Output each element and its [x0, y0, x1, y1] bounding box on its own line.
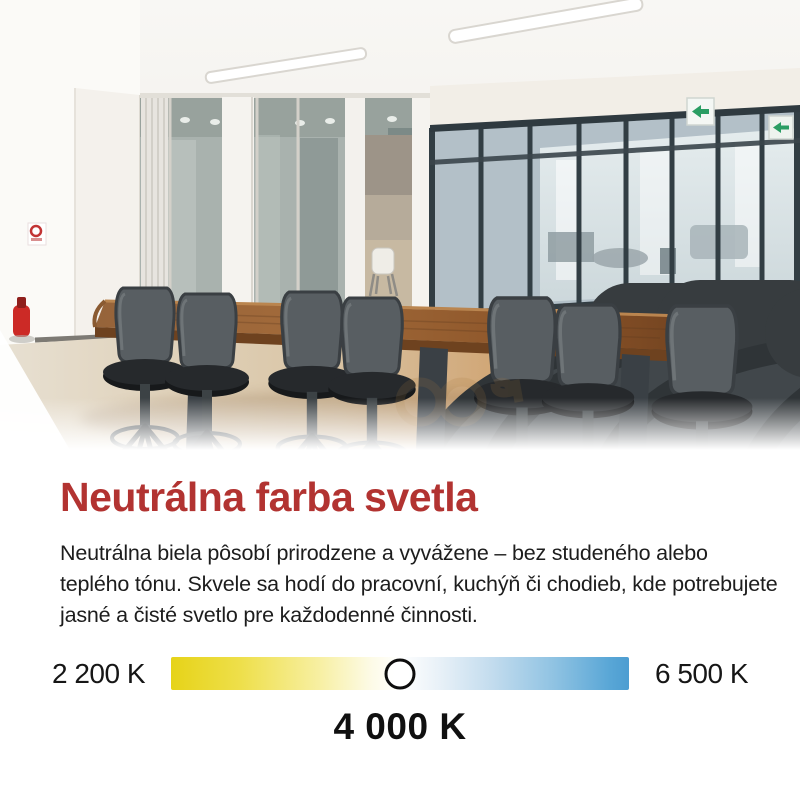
min-temp-label: 2 200 K [52, 657, 146, 689]
description-line: Neutrálna biela pôsobí prirodzene a vyvážene – bez studeného alebo [60, 541, 708, 565]
max-temp-label: 6 500 K [654, 657, 748, 689]
wall-sign [28, 223, 46, 245]
photo-bottom-fade [0, 398, 800, 450]
color-temperature-scale [52, 657, 748, 690]
temperature-gradient-bar [171, 657, 629, 690]
exit-sign-icon-1 [687, 98, 714, 125]
page-title: Neutrálna farba svetla [60, 474, 478, 520]
temperature-marker-icon [385, 658, 416, 689]
article-content [0, 450, 800, 748]
description-line: teplého tónu. Skvele sa hodí do pracovní, kuchýň či chodieb, kde potrebujete [60, 572, 778, 596]
description-paragraph [60, 538, 800, 631]
description-line: jasné a čisté svetlo pre každodenné činnosti. [60, 603, 478, 627]
exit-sign-icon-2 [769, 116, 793, 139]
current-temp-value: 4 000 K [333, 706, 467, 747]
